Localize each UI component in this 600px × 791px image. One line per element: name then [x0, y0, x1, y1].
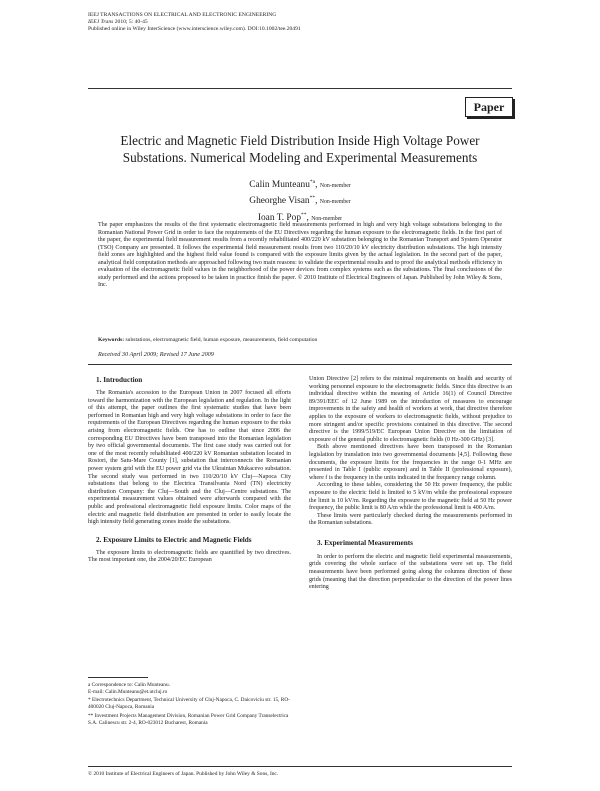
footnote-correspondence: a Correspondence to: Calin Munteanu. [88, 682, 170, 688]
paper-badge: Paper [465, 97, 513, 117]
abstract-rule [88, 364, 512, 365]
received-dates: Received 30 April 2009; Revised 17 June 2009 [98, 351, 214, 358]
author-affiliation-mark: *a [309, 179, 316, 185]
section-1-paragraph: The Romania's accession to the European Union in 2007 focused all efforts toward the harmonization with the European legislation and regulation. In the light of this attempt, the paper outlines the first systematic studies that have been performed in Romanian high and very high voltage substations in order to face the requirements of the European Directives regarding the human exposure to the risks arising from electromagnetic fields. One has to outline that since 2006 the corresponding EU Directives have been transposed into the Romanian legislation by two official governmental documents. The first case study was carried out for one of the most recently rehabilitated 400/220 kV Romanian substation located in Rosiori, the Satu-Mare County [1], substation that interconnects the Romanian power system grid with the EU power grid via the Ukrainian Mukacevo substation. The second study was performed in two 110/20/10 kV Cluj—Napoca City substations that belong to the Electrica Transilvania Nord (TN) electricity distribution Company: the Cluj—South and the Cluj—Centre substations. The experimental measurement values obtained were afterwards compared with the public and professional electromagnetic field exposure limits. Color maps of the electric and magnetic field distribution are presented in order to easily locate the high intensity field generating zones inside the substations. [88, 390, 291, 526]
right-paragraph-2: Both above mentioned directives have been transposed in the Romanian legislation by translation into two governmental documents [4,5]. Following these documents, the exposure limits for the frequencies in the range 0-1 MHz are presented in Table I (public exposure) and in Table II (professional exposure), where f is the frequency in the units indicated in the frequency range column. [309, 444, 512, 481]
citation-details: 2010; 5: 40-45 [113, 19, 148, 26]
publication-info: Published online in Wiley InterScience (www.interscience.wiley.com). DOI:10.1002/tee.20491 [88, 26, 301, 33]
right-paragraph-3: According to these tables, considering the 50 Hz power frequency, the public exposure to the electric field is limited to 5 kV/m while the professional exposure the limit is 10 kV/m. Regarding the exposure to the magnetic field at 50 Hz power frequency, the public limit is 80 A/m while the professional limit is 400 A/m. [309, 482, 512, 512]
author-list [150, 176, 450, 225]
author-affiliation-mark: ** [301, 211, 307, 218]
footnotes [88, 682, 291, 726]
copyright: © 2010 Institute of Electrical Engineers of Japan. Published by John Wiley & Sons, Inc. [88, 771, 279, 777]
section-2-heading: 2. Exposure Limits to Electric and Magnetic Fields [96, 535, 252, 544]
keywords-list: substations, electromagnetic field, human exposure, measurements, field computation [124, 337, 318, 343]
author-2: Gheorghe Visan**, Non-member [249, 195, 351, 207]
paper-title [60, 133, 540, 166]
journal-header [88, 12, 301, 34]
section-2-paragraph: The exposure limits to electromagnetic fields are quantified by two directives. The most important one, the 2004/20/EC European [88, 549, 291, 564]
header-rule [88, 88, 512, 89]
left-column [88, 376, 291, 565]
title-line-1: Electric and Magnetic Field Distribution Inside High Voltage Power [120, 133, 480, 148]
author-affiliation-mark: ** [309, 195, 316, 202]
title-line-2: Substations. Numerical Modeling and Experimental Measurements [122, 149, 478, 165]
footnote-affiliation-1: * Electrotechnics Department, Technical University of Cluj-Napoca, C. Daicoviciu str. 15, RO-400020 Cluj-Napoca, Romania [88, 697, 290, 711]
keywords [98, 337, 502, 344]
abstract: The paper emphasizes the results of the first systematic electromagnetic field measurements performed in high and very high voltage substations belonging to the Romanian National Power Grid in order to face the requirements of the EU Directives regarding the human exposure to the electromagnetic fields. In the first part of the paper, the experimental field measurement results from a recently rehabilitated 400/220 kV substation belonging to the Romanian Transport and System Operator (TSO) Company are presented. It follows the experimental field measurement results from two 110/20/10 kV electricity distribution substations. The high intensity field zones are highlighted and the highest field value found is compared with the exposure limits given by the actual legislation. In the second part of the paper, analytical field computation methods are approached following two main reasons: to validate the experimental results and to proof the analytical methods efficiency in evaluation of the electromagnetic field values in the neighborhood of the power devices from complex systems such as the substations. The final conclusions of the study performed and the actions proposed to be taken in practice finish the paper. © 2010 Institute of Electrical Engineers of Japan. Published by John Wiley & Sons, Inc. [98, 222, 502, 289]
citation-journal: IEEJ Trans [88, 19, 114, 26]
right-paragraph-4: These limits were particularly checked during the measurements performed in the Romanian substations. [309, 512, 512, 527]
author-name: Gheorghe Visan [249, 196, 310, 207]
section-3-heading: 3. Experimental Measurements [317, 538, 413, 547]
journal-name: IEEJ TRANSACTIONS ON ELECTRICAL AND ELECTRONIC ENGINEERING [88, 12, 277, 18]
section-3-paragraph: In order to perform the electric and magnetic field experimental measurements, grids covering the whole surface of the substations were set up. The field measurements have been performed going along the columns direction of these grids (meaning that the direction perpendicular to the direction of the power lines entering [309, 553, 512, 591]
author-1: Calin Munteanu$^{*a}$, Non-member [249, 179, 351, 191]
author-name: Ioan T. Pop [257, 212, 302, 223]
right-column [309, 376, 512, 592]
footnote-rule [88, 677, 148, 678]
footnote-affiliation-2: ** Investment Projects Management Division, Romanian Power Grid Company Transelectrica S.A. Calinescu str. 2-4, RO-023012 Bucharest, Romania [88, 712, 289, 726]
footer-rule [88, 766, 512, 767]
right-paragraph-1: Union Directive [2] refers to the minimal requirements on health and security of working personnel exposure to the electromagnetic fields. Since this directive is an individual directive within the meaning of Article 16(1) of Council Directive 89/391/EEC of 12 June 1989 on the introduction of measures to encourage improvements in the safety and health of workers at work, that directive therefore applies to the exposure of workers to electromagnetic fields, without prejudice to more stringent and/or specific provisions contained in this directive. The second directive is the 1999/519/EC European Union Directive on the limitation of exposure of the general public to electromagnetic fields (0 Hz-300 GHz) [3]. [309, 376, 512, 443]
author-3: Ioan T. Pop**, Non-member [257, 211, 343, 223]
footnote-email: E-mail: Calin.Munteanu@et.utcluj.ro [88, 688, 168, 695]
author-membership: Non-member [319, 199, 351, 206]
keywords-label: Keywords: [98, 337, 125, 343]
author-name: Calin Munteanu [249, 180, 310, 191]
author-membership: Non-member [311, 215, 343, 222]
section-1-heading: 1. Introduction [96, 376, 143, 384]
author-membership: Non-member [319, 183, 351, 190]
